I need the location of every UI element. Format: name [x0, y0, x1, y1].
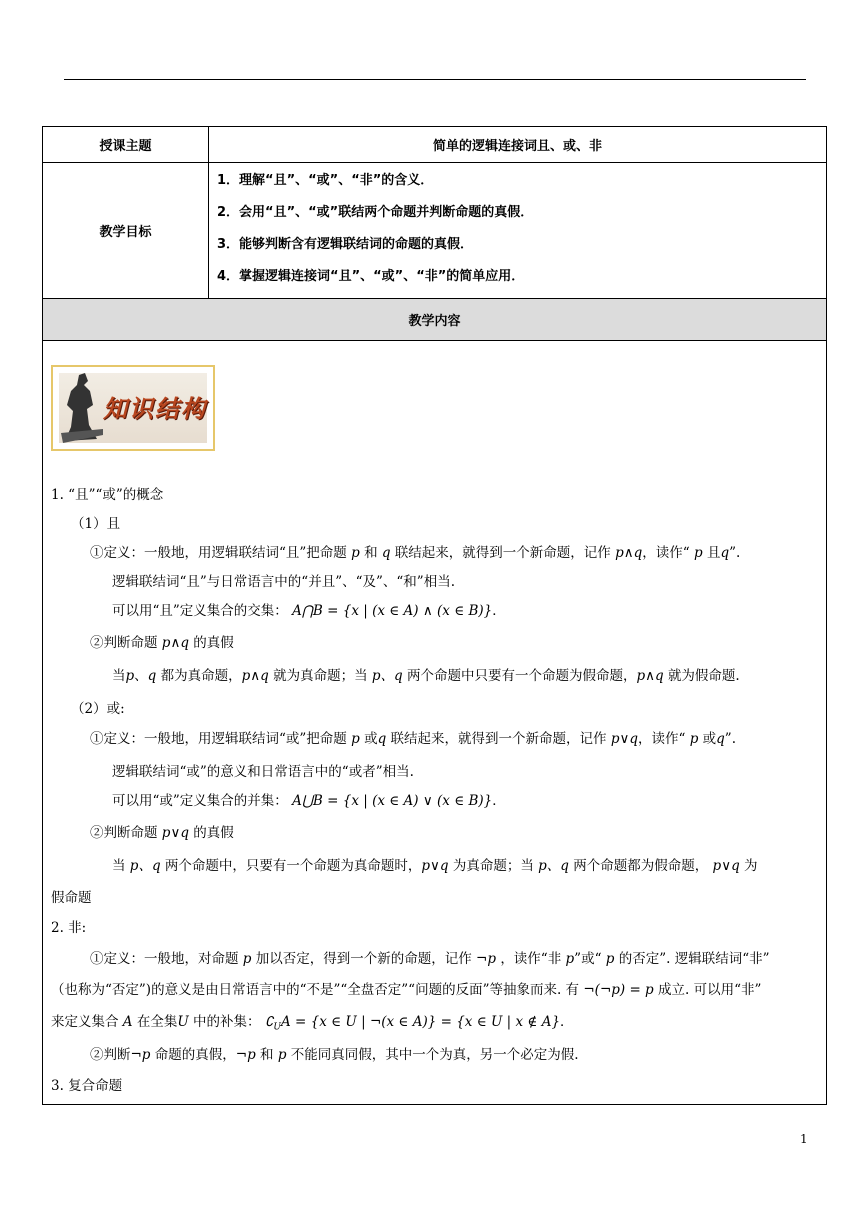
text: ．	[492, 793, 506, 809]
text: 在全集	[136, 1014, 178, 1030]
text: 中的补集：	[193, 1014, 261, 1030]
formula: A⋂B = {x | (x ∈ A) ∧ (x ∈ B)}	[292, 603, 493, 619]
complement-symbol: ∁	[264, 1014, 274, 1030]
symbol: p、q	[129, 858, 161, 874]
text: 命题的真假，	[154, 1047, 236, 1063]
content-header: 教学内容	[408, 314, 461, 329]
text: 就为真命题；当	[273, 668, 368, 684]
text: 的真假	[193, 635, 234, 651]
or-equivalence: 逻辑联结词“或”的意义和日常语言中的“或者”相当.	[112, 764, 414, 780]
text: 就为假命题.	[667, 668, 740, 684]
formula-body: A = {x ∈ U | ¬(x ∈ A)} = {x ∈ U | x ∉ A}	[281, 1014, 561, 1030]
text: 当	[112, 858, 126, 874]
text: ①定义：一般地，用逻辑联结词“且”把命题	[90, 545, 347, 561]
topic-label: 授课主题	[43, 127, 209, 162]
symbol: p	[693, 545, 703, 561]
text: 的真假	[193, 825, 234, 841]
or-judge-title	[90, 824, 234, 842]
section-3-title: 3. 复合命题	[51, 1078, 123, 1094]
formula: A⋃B = {x | (x ∈ A) ∨ (x ∈ B)}	[292, 793, 493, 809]
text: ①定义：一般地，用逻辑联结词“或”把命题	[90, 731, 347, 747]
symbol: ¬p	[235, 1047, 256, 1063]
subscript: U	[273, 1022, 282, 1033]
goal-item: 2．会用“且”、“或”联结两个命题并判断命题的真假．	[217, 205, 534, 220]
symbol: p∨q	[161, 825, 189, 841]
content-header-row	[43, 299, 826, 341]
text: 、	[134, 668, 148, 684]
text: （也称为“否定”)的意义是由日常语言中的“不是”“全盘否定”“问题的反面”等抽象而来. 有	[51, 982, 580, 998]
symbol: p	[689, 731, 699, 747]
goals-label: 教学目标	[43, 163, 209, 298]
symbol: p∨q	[712, 858, 740, 874]
symbol: p	[351, 731, 360, 747]
symbol: p	[125, 668, 135, 684]
symbol: q	[381, 545, 391, 561]
section-2-title: 2. 非:	[51, 920, 87, 936]
section-1-2-title: （2）或:	[71, 701, 125, 717]
text: ，读作“非	[500, 951, 562, 967]
and-definition	[90, 544, 740, 562]
or-rule-continued: 假命题	[51, 890, 92, 906]
section-1-title: 1. “且”“或”的概念	[51, 487, 164, 503]
symbol: p∧q	[636, 668, 664, 684]
symbol: ¬p	[130, 1047, 151, 1063]
text: ②判断命题	[90, 635, 158, 651]
text: 为真命题；当	[452, 858, 534, 874]
symbol: q	[716, 731, 725, 747]
text: ，读作“	[637, 731, 686, 747]
text: 不能同真同假，其中一个为真，另一个必定为假.	[290, 1047, 579, 1063]
text: ．	[560, 1014, 574, 1030]
symbol: p∨q	[610, 731, 638, 747]
symbol: p∨q	[421, 858, 449, 874]
and-set-definition	[112, 602, 506, 620]
symbol: q	[147, 668, 157, 684]
text: 和	[364, 545, 378, 561]
goals-row	[43, 163, 826, 299]
symbol: p∧q	[615, 545, 643, 561]
page-number: 1	[800, 1132, 808, 1146]
text: ②判断命题	[90, 825, 158, 841]
not-definition-2	[51, 981, 761, 999]
banner-text: 知识结构	[103, 394, 207, 423]
symbol: q	[377, 731, 387, 747]
goal-item: 3．能够判断含有逻辑联结词的命题的真假．	[217, 237, 474, 252]
formula: ¬(¬p) = p	[583, 982, 654, 998]
text: 且	[706, 545, 721, 561]
and-judge-title	[90, 634, 234, 652]
knowledge-structure-banner	[51, 365, 215, 451]
or-set-definition	[112, 792, 506, 810]
text: ，读作“	[642, 545, 690, 561]
text: 或	[702, 731, 717, 747]
text: 联结起来，就得到一个新命题，记作	[390, 731, 607, 747]
goal-item: 4．掌握逻辑连接词“且”、“或”、“非”的简单应用．	[217, 269, 525, 284]
text: 两个命题都为假命题，	[573, 858, 709, 874]
and-rule	[112, 667, 740, 685]
goal-item: 1．理解“且”、“或”、“非”的含义．	[217, 173, 434, 188]
text: 成立. 可以用“非”	[658, 982, 762, 998]
text: 都为真命题，	[160, 668, 242, 684]
not-definition-3	[51, 1013, 574, 1037]
or-rule	[112, 857, 758, 875]
topic-value: 简单的逻辑连接词且、或、非	[432, 139, 602, 154]
symbol: U	[177, 1014, 189, 1030]
symbol: p	[605, 951, 615, 967]
header-rule	[64, 79, 806, 80]
text: 加以否定，得到一个新的命题，记作	[255, 951, 472, 967]
and-equivalence: 逻辑联结词“且”与日常语言中的“并且”、“及”、“和”相当.	[112, 574, 456, 590]
text: ．	[492, 603, 506, 619]
not-judge	[90, 1046, 579, 1064]
text: 可以用“或”定义集合的并集：	[112, 793, 288, 809]
not-definition	[90, 950, 770, 968]
symbol: p、q	[371, 668, 403, 684]
text: 或	[364, 731, 378, 747]
symbol: p∧q	[241, 668, 269, 684]
text: ”.	[724, 731, 736, 747]
text: 和	[260, 1047, 274, 1063]
symbol: p	[277, 1047, 287, 1063]
symbol: p	[242, 951, 252, 967]
symbol: p∧q	[161, 635, 189, 651]
symbol: p	[351, 545, 360, 561]
symbol: A	[122, 1014, 133, 1030]
symbol: ¬p	[476, 951, 497, 967]
warrior-figure-icon	[57, 369, 107, 447]
goals-list	[217, 171, 816, 299]
symbol: p	[565, 951, 575, 967]
topic-row	[43, 127, 826, 163]
text: 可以用“且”定义集合的交集：	[112, 603, 288, 619]
text: ②判断	[90, 1047, 131, 1063]
or-definition	[90, 730, 736, 748]
text: 两个命题中，只要有一个命题为真命题时，	[164, 858, 422, 874]
section-1-1-title: （1）且	[71, 516, 121, 532]
symbol: q	[720, 545, 730, 561]
text: 为	[744, 858, 758, 874]
text: 的否定”. 逻辑联结词“非”	[618, 951, 770, 967]
text: 当	[112, 668, 126, 684]
text: 联结起来，就得到一个新命题，记作	[394, 545, 611, 561]
text: 来定义集合	[51, 1014, 119, 1030]
text: 两个命题中只要有一个命题为假命题，	[406, 668, 637, 684]
text: ”或“	[574, 951, 602, 967]
text: ①定义：一般地，对命题	[90, 951, 239, 967]
formula	[264, 1014, 561, 1033]
text: ”.	[729, 545, 741, 561]
symbol: p、q	[538, 858, 569, 874]
